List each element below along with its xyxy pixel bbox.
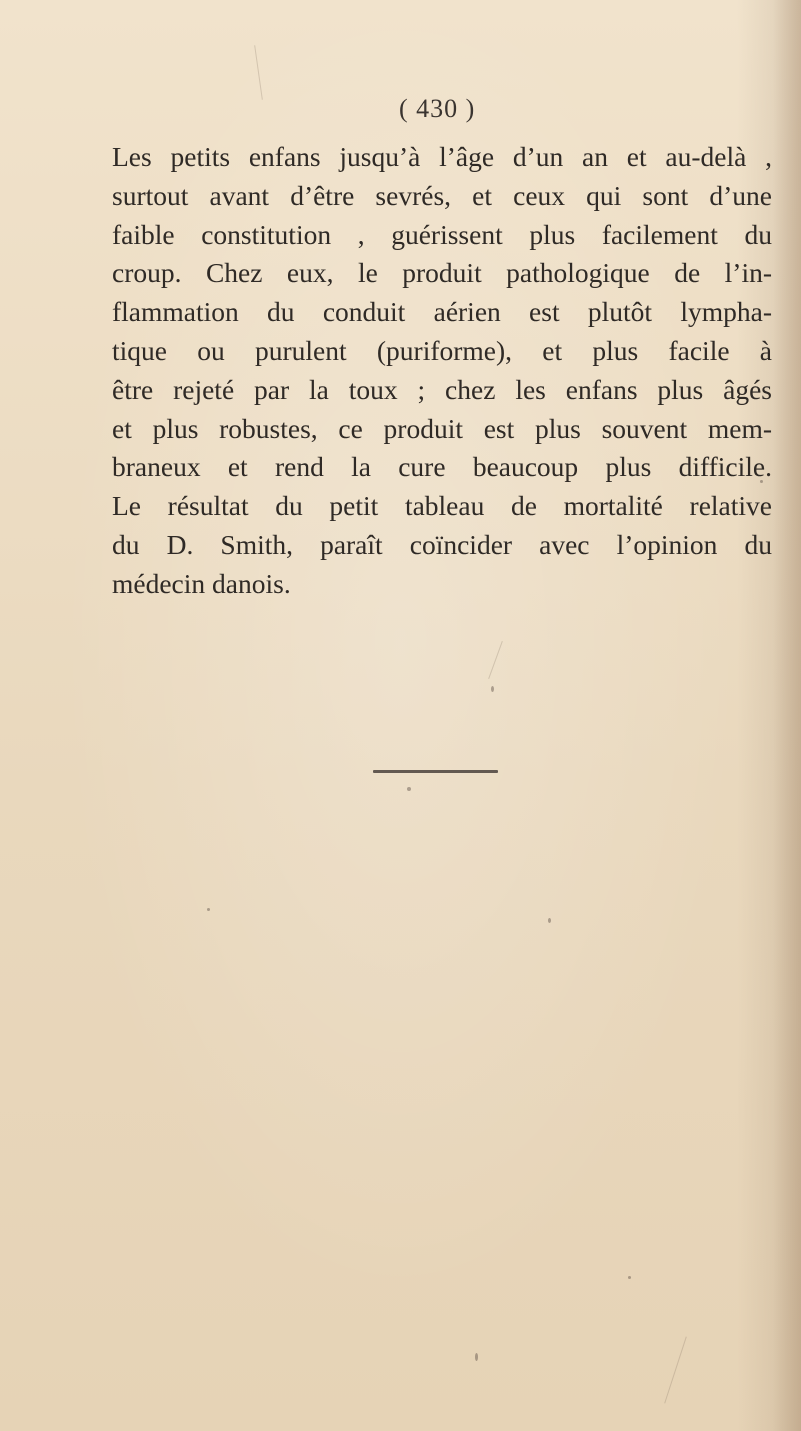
paragraph-line: braneux et rend la cure beaucoup plus difficile. (112, 451, 772, 483)
section-divider-rule (373, 770, 498, 773)
paper-scratch (254, 45, 263, 100)
paragraph-line: flammation du conduit aérien est plutôt lympha- (112, 296, 772, 328)
paragraph-line: croup. Chez eux, le produit pathologique de l’in- (112, 257, 772, 289)
paper-speck (407, 787, 411, 791)
paper-speck (491, 686, 494, 692)
paper-speck (760, 480, 763, 483)
paragraph-line: faible constitution , guérissent plus facilement du (112, 218, 772, 250)
paragraph-line: et plus robustes, ce produit est plus souvent mem- (112, 412, 772, 444)
paper-scratch (664, 1337, 687, 1404)
paragraph-line: médecin danois. (112, 567, 291, 599)
paragraph-line: être rejeté par la toux ; chez les enfans plus âgés (112, 373, 772, 405)
page-edge-shadow (773, 0, 801, 1431)
paragraph-line: du D. Smith, paraît coïncider avec l’opinion du (112, 528, 772, 560)
paragraph-line: surtout avant d’être sevrés, et ceux qui sont d’une (112, 179, 772, 211)
paragraph-line: tique ou purulent (puriforme), et plus facile à (112, 334, 772, 366)
page-number: ( 430 ) (399, 94, 476, 123)
paragraph-line: Les petits enfans jusqu’à l’âge d’un an et au-delà , (112, 141, 772, 172)
paper-scratch (488, 641, 503, 679)
paper-speck (628, 1276, 631, 1279)
paper-speck (207, 908, 210, 911)
paragraph-line: Le résultat du petit tableau de mortalité relative (112, 490, 772, 522)
paper-speck (475, 1353, 478, 1361)
body-paragraph (112, 138, 772, 604)
paper-speck (548, 918, 551, 923)
